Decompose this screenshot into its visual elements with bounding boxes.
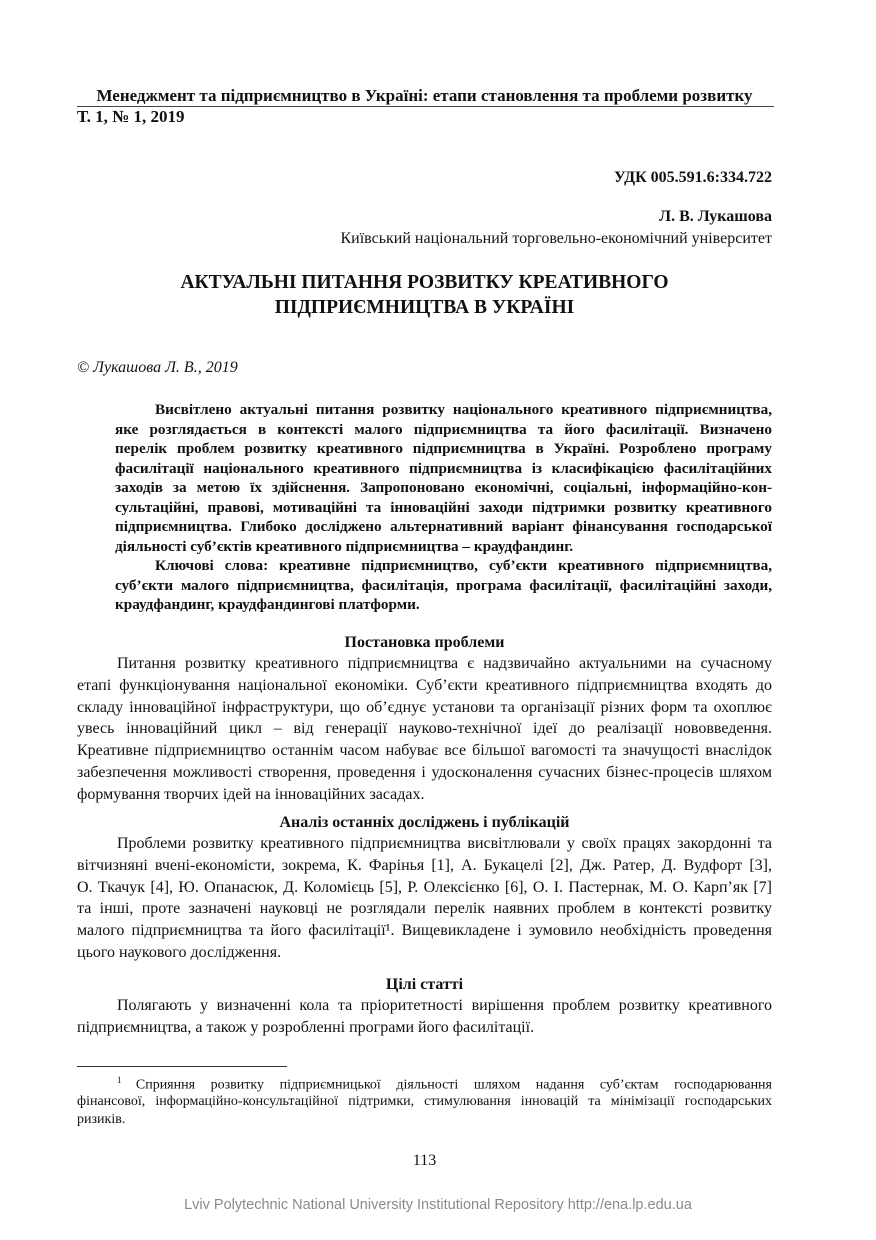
journal-title: Менеджмент та підприємництво в Україні: етапи становлення та проблеми розвитку	[96, 86, 753, 105]
copyright: © Лукашова Л. В., 2019	[77, 359, 238, 376]
abstract-line: яке розглядається в контексті малого підприємництва та його фасилітації. Визначено	[115, 420, 772, 438]
abstract-line: заходів за метою їх здійснення. Запропоновано економічні, соціальні, інформаційно-кон-	[115, 479, 772, 496]
article-title-line: ПІДПРИЄМНИЦТВА В УКРАЇНІ	[274, 297, 575, 318]
footnote-rule	[77, 1066, 287, 1067]
paragraph-line: увесь інноваційний цикл – від генерації науково-технічної ідеї до реалізації нововведення.	[77, 720, 772, 738]
paragraph-line: цього наукового дослідження.	[77, 944, 282, 961]
paragraph-line: підприємництва, а також у розробленні програми його фасилітації.	[77, 1018, 535, 1036]
paragraph-line: Проблеми розвитку креативного підприємництва висвітлювали у своїх працях закордонні та	[117, 835, 772, 852]
abstract-line: Висвітлено актуальні питання розвитку національного креативного підприємництва,	[155, 401, 772, 418]
keywords-line: краудфандинг, краудфандингові платформи.	[115, 596, 420, 613]
paragraph-line: Креативне підприємництво останнім часом набуває все більшої вагомості та значущості внаслідок	[77, 742, 772, 760]
paragraph-line: забезпечення можливості створення, проведення і удосконалення сучасних бізнес-процесів шляхом	[77, 764, 772, 781]
udk-code: УДК 005.591.6:334.722	[613, 169, 772, 186]
keywords-line: Ключові слова: креативне підприємництво, суб’єкти креативного підприємництва,	[155, 557, 772, 574]
section-heading: Аналіз останніх досліджень і публікацій	[279, 814, 570, 831]
footnote-line: $^1$ Сприяння розвитку підприємницької діяльності шляхом надання суб’єктам господарювання	[117, 1075, 772, 1093]
footnote-marker: 1	[117, 1075, 136, 1085]
volume-issue: Т. 1, № 1, 2019	[77, 107, 185, 126]
abstract-line: підприємництва. Глибоко досліджено альтернативний варіант фінансування господарської	[115, 518, 772, 535]
paragraph-line: та інші, проте зазначені науковці не розглядали перелік наявних проблем в контексті розвитку	[77, 900, 772, 918]
repository-footer: Lviv Polytechnic National University Institutional Repository http://ena.lp.edu.ua	[184, 1197, 692, 1213]
abstract-line: діяльності суб’єктів креативного підприємництва – краудфандинг.	[115, 537, 574, 555]
paragraph-line: О. Ткачук [4], Ю. Опанасюк, Д. Коломієць [5], Р. Олексієнко [6], О. І. Пастернак, М. О. Карп’як [7]	[77, 878, 772, 896]
paragraph-line: складу інноваційної інфраструктури, що об’єднує установи та організації різних форм та охоплює	[77, 698, 772, 716]
footnote-line: фінансової, інформаційно-консультаційної підтримки, стимулювання інновацій та мінімізації господарських	[77, 1093, 772, 1109]
abstract-line: перелік проблем розвитку креативного підприємництва в Україні. Розроблено програму	[115, 440, 772, 457]
paragraph-line: етапі функціонування національної економіки. Суб’єкти креативного підприємництва входять до	[77, 676, 772, 694]
paragraph-line: Полягають у визначенні кола та пріоритетності вирішення проблем розвитку креативного	[117, 997, 772, 1014]
section-heading: Цілі статті	[385, 976, 464, 993]
paragraph-line: Питання розвитку креативного підприємництва є надзвичайно актуальними на сучасному	[117, 655, 772, 672]
author-name: Л. В. Лукашова	[659, 208, 772, 225]
page-number: 113	[412, 1152, 437, 1169]
article-title-line: АКТУАЛЬНІ ПИТАННЯ РОЗВИТКУ КРЕАТИВНОГО	[180, 272, 669, 293]
footnote-line: ризиків.	[77, 1112, 126, 1127]
abstract-line: сультаційні, правові, мотиваційні та інноваційні заходи підтримки розвитку креативного	[115, 498, 772, 516]
paragraph-line: малого підприємництва та його фасилітації¹. Вищевикладене і зумовило необхідність проведення	[77, 922, 772, 940]
paragraph-line: формування творчих ідей на інноваційних засадах.	[77, 785, 425, 803]
keywords-line: суб’єкти малого підприємництва, фасилітація, програма фасилітації, фасилітаційні заходи,	[115, 576, 772, 594]
section-heading: Постановка проблеми	[344, 634, 505, 651]
author-affiliation: Київський національний торговельно-економічний університет	[340, 230, 772, 247]
abstract-line: фасилітації національного креативного підприємництва із класифікацією фасилітаційних	[115, 459, 772, 477]
paragraph-line: вітчизняні вчені-економісти, зокрема, К. Фарінья [1], А. Букацелі [2], Дж. Ратер, Д. Вудфорт [3],	[77, 856, 772, 874]
